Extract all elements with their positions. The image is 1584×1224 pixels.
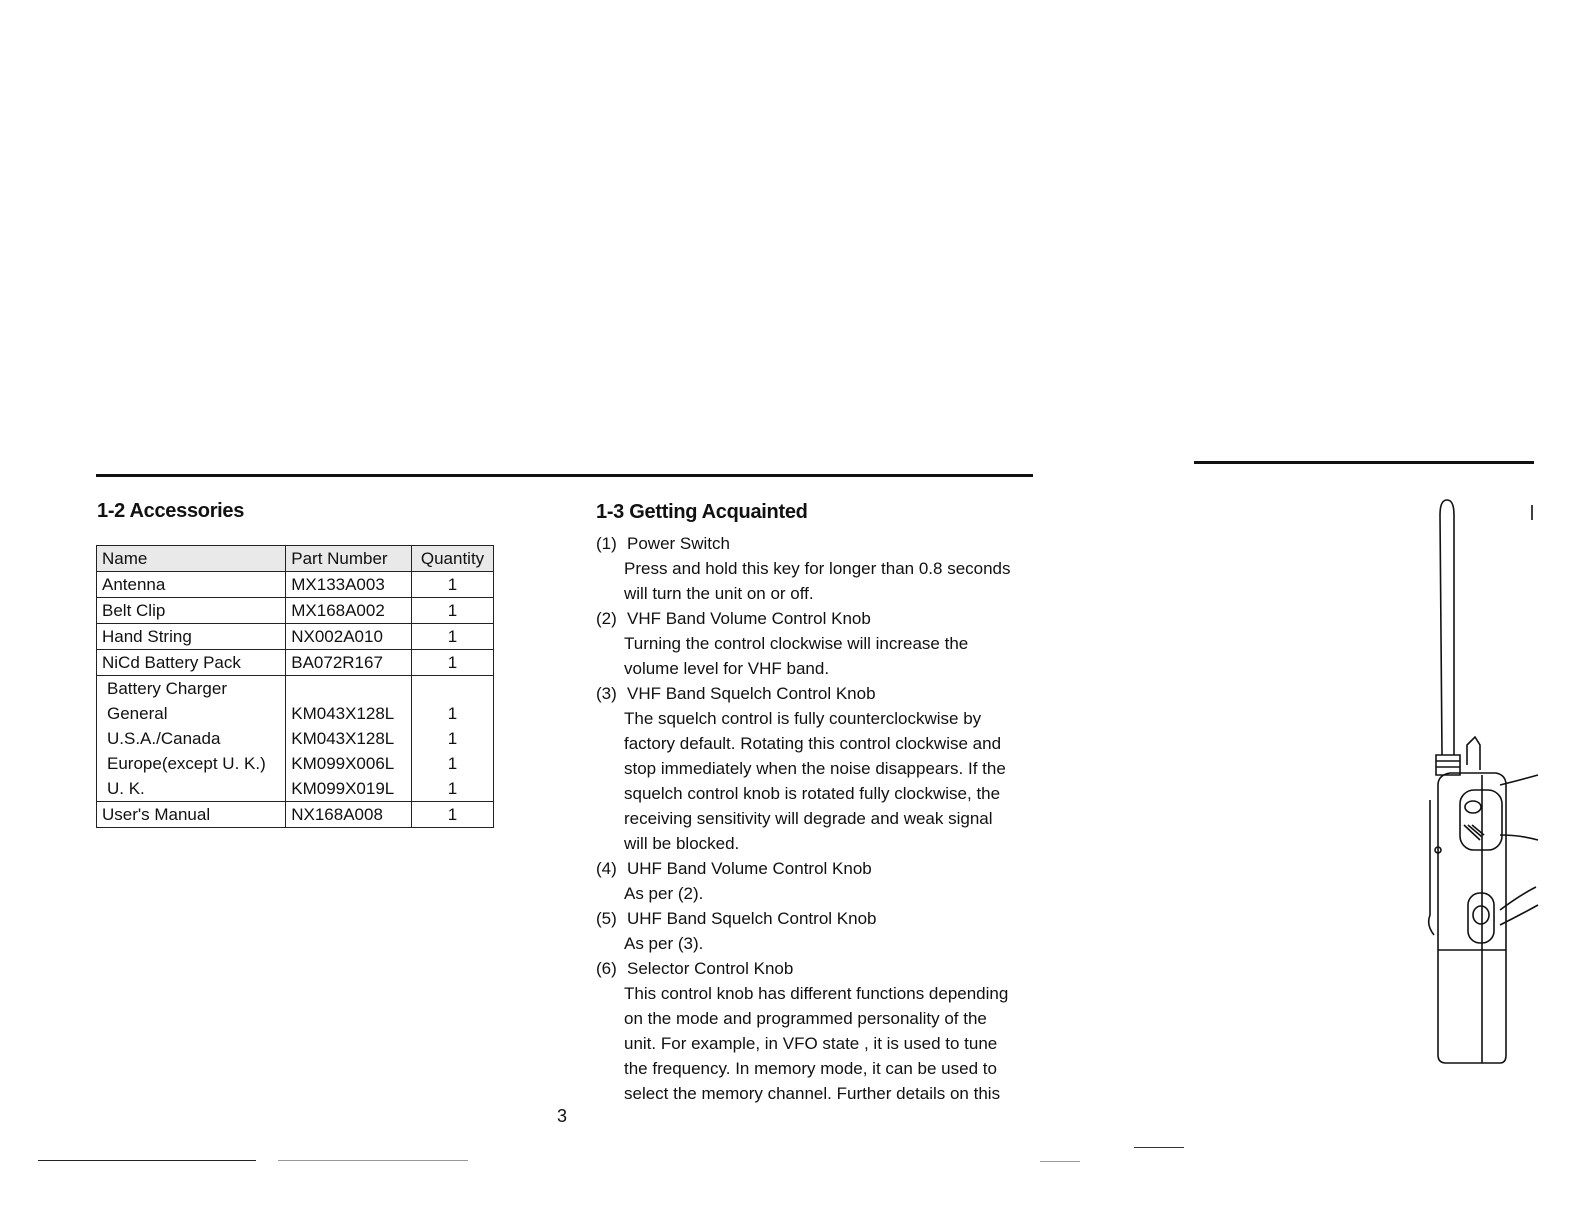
item-line: As per (3). (624, 934, 704, 953)
radio-illustration (1420, 495, 1584, 1075)
row-part: BA072R167 (286, 650, 412, 676)
item-line: Turning the control clockwise will increase the (624, 634, 969, 653)
accessories-title: 1-2 Accessories (97, 500, 245, 522)
list-item (596, 681, 1056, 856)
header-part-number: Part Number (286, 546, 412, 572)
item-line: will turn the unit on or off. (624, 584, 814, 603)
list-item (596, 606, 1056, 681)
item-heading: Power Switch (627, 534, 730, 553)
item-number: (5) (596, 909, 617, 928)
top-rule-left (96, 474, 1033, 477)
list-item (596, 906, 1056, 956)
row-qty: 1 (412, 598, 494, 624)
table-row-charger (97, 676, 494, 802)
charger-sub-name: U.S.A./Canada (107, 729, 221, 748)
charger-label: Battery Charger (107, 679, 227, 698)
item-number: (3) (596, 684, 617, 703)
table-row (97, 650, 494, 676)
charger-sub-name: General (107, 704, 168, 723)
table-row (97, 802, 494, 828)
row-qty: 1 (412, 624, 494, 650)
row-part: NX168A008 (286, 802, 412, 828)
item-heading: UHF Band Squelch Control Knob (627, 909, 877, 928)
charger-sub-qty: 1 (447, 704, 458, 723)
bottom-rule-left (38, 1160, 256, 1161)
charger-sub-part: KM099X006L (291, 754, 395, 773)
charger-sub-qty: 1 (447, 779, 458, 798)
item-line: will be blocked. (624, 834, 740, 853)
row-part: NX002A010 (286, 624, 412, 650)
item-number: (4) (596, 859, 617, 878)
charger-sub-qty: 1 (447, 729, 458, 748)
item-line: unit. For example, in VFO state , it is used to tune (624, 1034, 998, 1053)
item-number: (1) (596, 534, 617, 553)
row-part: MX133A003 (286, 572, 412, 598)
charger-names (97, 676, 286, 802)
item-line: Press and hold this key for longer than 0.8 seconds (624, 559, 1011, 578)
table-header-row (97, 546, 494, 572)
top-rule-right (1194, 461, 1534, 464)
item-line: volume level for VHF band. (624, 659, 830, 678)
bottom-rule-left-faint (278, 1160, 468, 1161)
item-number: (6) (596, 959, 617, 978)
charger-parts (286, 676, 412, 802)
item-number: (2) (596, 609, 617, 628)
item-line: the frequency. In memory mode, it can be used to (624, 1059, 997, 1078)
item-line: on the mode and programmed personality of the (624, 1009, 987, 1028)
item-line: factory default. Rotating this control clockwise and (624, 734, 1002, 753)
charger-qtys (412, 676, 494, 802)
item-line: stop immediately when the noise disappears. If the (624, 759, 1006, 778)
getting-acquainted-title: 1-3 Getting Acquainted (596, 501, 808, 523)
charger-sub-name: U. K. (107, 779, 145, 798)
row-name: User's Manual (97, 802, 286, 828)
row-qty: 1 (412, 650, 494, 676)
row-qty: 1 (412, 802, 494, 828)
item-line: receiving sensitivity will degrade and weak signal (624, 809, 993, 828)
header-quantity: Quantity (412, 546, 494, 572)
table-row (97, 572, 494, 598)
charger-sub-part: KM043X128L (291, 704, 395, 723)
bottom-rule-mid (1040, 1161, 1080, 1162)
row-name: Belt Clip (97, 598, 286, 624)
item-heading: Selector Control Knob (627, 959, 794, 978)
charger-sub-part: KM099X019L (291, 779, 395, 798)
row-part: MX168A002 (286, 598, 412, 624)
charger-sub-part: KM043X128L (291, 729, 395, 748)
page-number: 3 (557, 1106, 568, 1126)
row-qty: 1 (412, 572, 494, 598)
bottom-rule-right (1134, 1147, 1184, 1148)
header-name: Name (97, 546, 286, 572)
accessories-table (96, 545, 494, 828)
row-name: Antenna (97, 572, 286, 598)
row-name: NiCd Battery Pack (97, 650, 286, 676)
item-line: The squelch control is fully counterclockwise by (624, 709, 982, 728)
charger-sub-name: Europe(except U. K.) (107, 754, 266, 773)
list-item (596, 956, 1056, 1106)
item-line: This control knob has different functions depending (624, 984, 1009, 1003)
table-row (97, 624, 494, 650)
item-line: squelch control knob is rotated fully clockwise, the (624, 784, 1001, 803)
row-name: Hand String (97, 624, 286, 650)
item-line: select the memory channel. Further details on this (624, 1084, 1001, 1103)
table-row (97, 598, 494, 624)
item-line: As per (2). (624, 884, 704, 903)
item-heading: VHF Band Squelch Control Knob (627, 684, 876, 703)
list-item (596, 531, 1056, 606)
item-heading: VHF Band Volume Control Knob (627, 609, 871, 628)
item-heading: UHF Band Volume Control Knob (627, 859, 872, 878)
charger-sub-qty: 1 (447, 754, 458, 773)
list-item (596, 856, 1056, 906)
getting-acquainted-list (596, 531, 1056, 1106)
